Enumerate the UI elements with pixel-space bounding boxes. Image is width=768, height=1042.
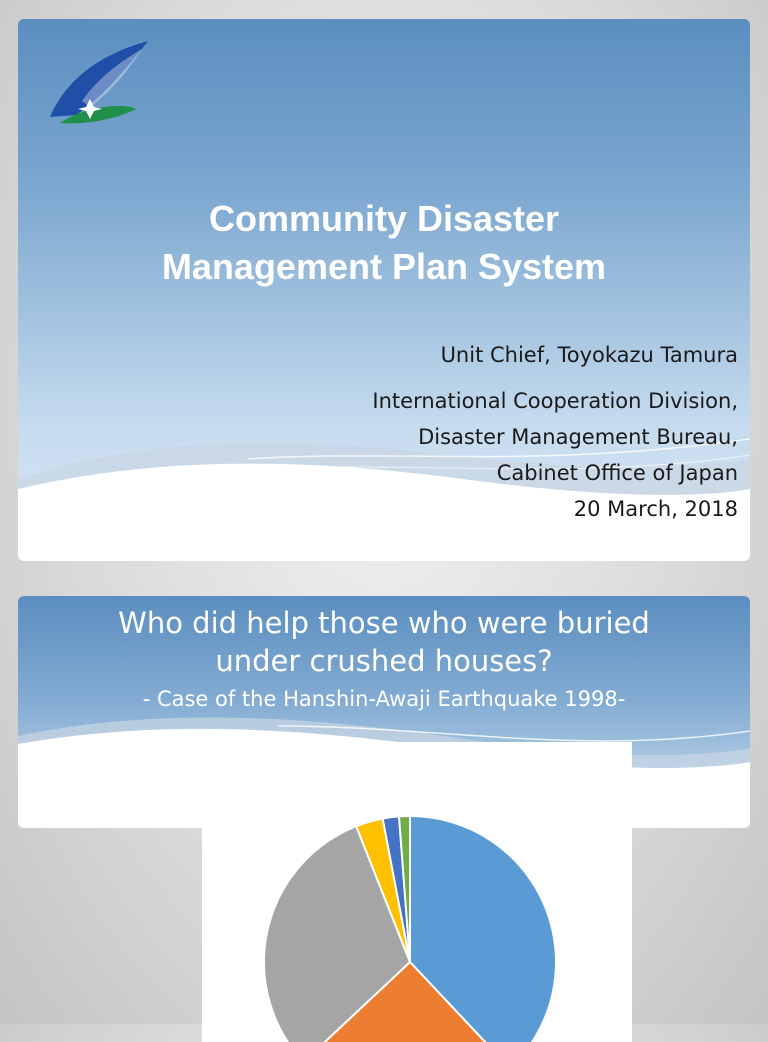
affiliation-line: Disaster Management Bureau, <box>418 425 738 449</box>
slide2-title-line: under crushed houses? <box>215 644 553 678</box>
pie-chart-area <box>202 742 632 1042</box>
affiliation-line: International Cooperation Division, <box>372 389 738 413</box>
slide2-subtitle: - Case of the Hanshin-Awaji Earthquake 1998- <box>142 687 626 711</box>
slide1-title <box>18 195 750 291</box>
affiliation-line: Cabinet Office of Japan <box>496 461 738 485</box>
slide2-title-line: Who did help those who were buried <box>118 606 650 640</box>
cabinet-office-logo-icon <box>46 39 150 127</box>
affiliation-block <box>372 383 738 527</box>
slide2-title <box>18 604 750 680</box>
slide1-title-line: Community Disaster <box>208 198 560 239</box>
pie-chart <box>202 742 632 1042</box>
slide1-title-line: Management Plan System <box>161 246 607 287</box>
author-name: Unit Chief, Toyokazu Tamura <box>440 343 738 367</box>
title-slide <box>18 19 750 561</box>
presentation-date: 20 March, 2018 <box>573 497 738 521</box>
